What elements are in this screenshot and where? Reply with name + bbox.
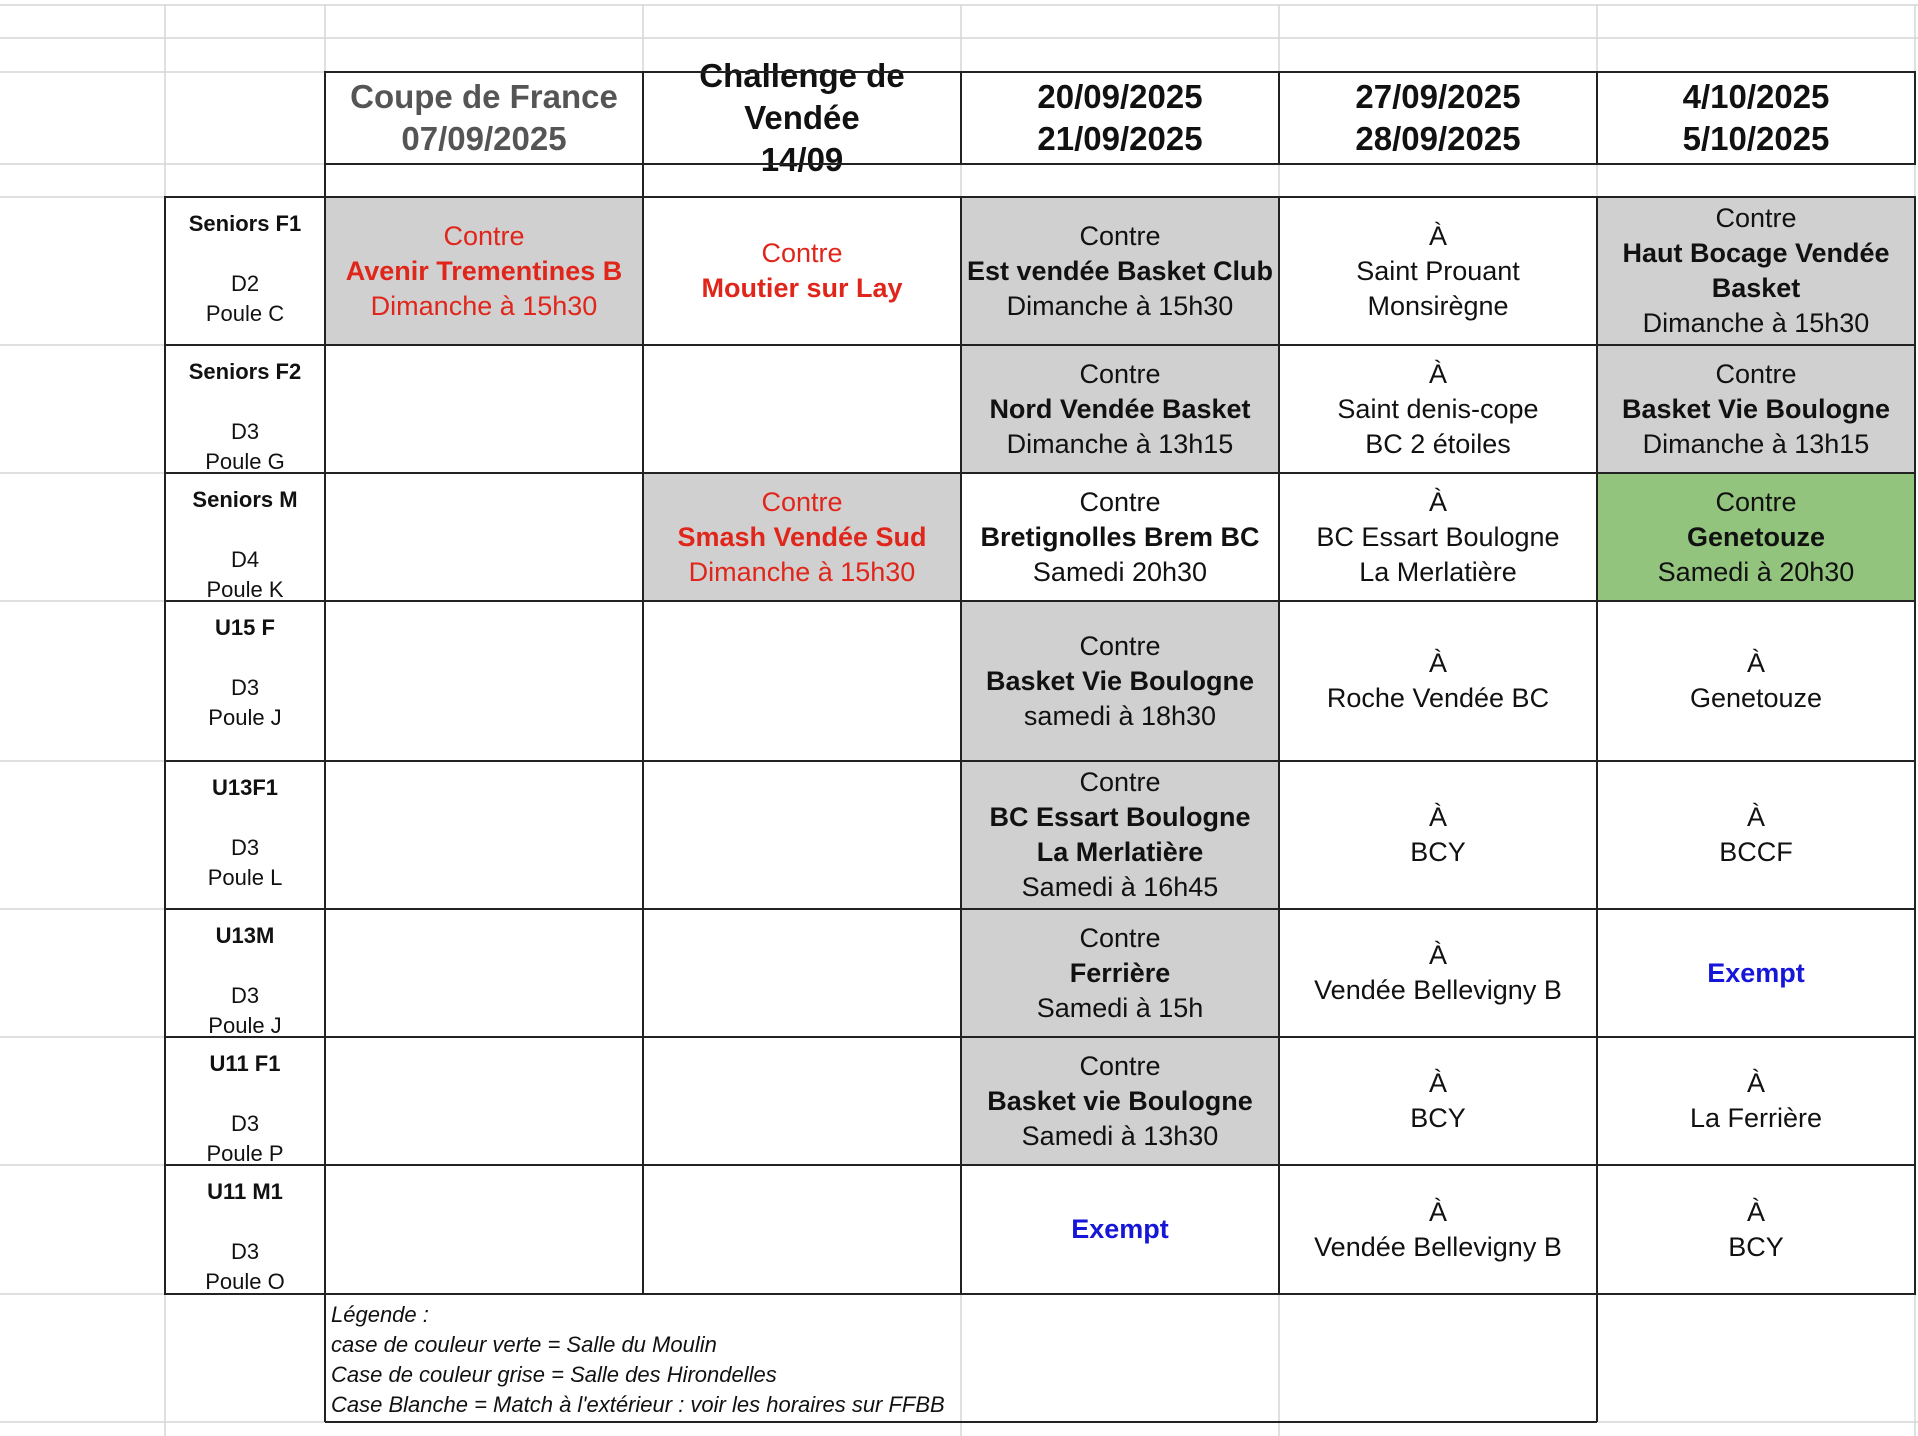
match-time: Dimanche à 15h30 <box>1642 308 1870 338</box>
header-line2: 07/09/2025 <box>401 120 567 157</box>
team-name: U13M <box>215 923 275 948</box>
match-prefix: À <box>1428 220 1447 251</box>
match-prefix: Contre <box>1079 220 1161 251</box>
match-cell <box>1597 197 1915 345</box>
match-opponent: Smash Vendée Sud <box>677 521 927 552</box>
match-prefix: Contre <box>761 238 843 268</box>
header-line2: 28/09/2025 <box>1355 120 1521 157</box>
team-division: D3 <box>230 419 260 444</box>
match-time: Samedi à 13h30 <box>1021 1120 1219 1151</box>
match-time: Samedi à 16h45 <box>1021 872 1219 902</box>
match-opponent: BC Essart Boulogne La Merlatière <box>989 802 1251 867</box>
match-time: Dimanche à 15h30 <box>1006 290 1234 321</box>
match-cell <box>1279 601 1597 761</box>
team-pool: Poule O <box>205 1269 285 1294</box>
match-location: Saint denis-cope BC 2 étoiles <box>1337 393 1539 459</box>
match-location: BCY <box>1410 837 1466 867</box>
team-pool: Poule K <box>206 577 284 602</box>
team-name: U15 F <box>215 615 275 640</box>
match-cell <box>961 1165 1279 1294</box>
match-time: samedi à 18h30 <box>1023 700 1217 731</box>
match-cell <box>961 197 1279 345</box>
match-prefix: À <box>1428 358 1447 389</box>
match-cell <box>1597 909 1915 1037</box>
match-cell <box>1279 909 1597 1037</box>
team-name: U11 F1 <box>209 1051 281 1076</box>
header-week-3 <box>1597 72 1915 164</box>
match-location: Vendée Bellevigny B <box>1314 975 1562 1005</box>
legend-green: case de couleur verte = Salle du Moulin <box>331 1332 717 1357</box>
match-cell <box>961 473 1279 601</box>
team-division: D3 <box>230 983 260 1008</box>
team-label-seniors-f2 <box>165 345 325 473</box>
match-opponent: Bretignolles Brem BC <box>980 521 1260 552</box>
match-time: Dimanche à 15h30 <box>370 290 598 321</box>
match-opponent: Basket Vie Boulogne <box>1621 393 1891 424</box>
legend-gray: Case de couleur grise = Salle des Hirondelles <box>331 1362 777 1387</box>
header-line1: Challenge de Vendée <box>699 57 905 136</box>
match-prefix: Contre <box>1079 922 1161 953</box>
match-cell <box>643 197 961 345</box>
team-label-u15-f <box>165 601 325 761</box>
team-pool: Poule G <box>205 449 285 474</box>
match-prefix: Contre <box>1079 767 1161 797</box>
match-prefix: À <box>1428 940 1447 970</box>
match-prefix: À <box>1746 1196 1765 1227</box>
header-line1: Coupe de France <box>350 78 618 115</box>
team-pool: Poule C <box>205 301 285 326</box>
match-prefix: Contre <box>761 486 843 517</box>
match-cell <box>1597 1037 1915 1165</box>
match-prefix: À <box>1428 486 1447 517</box>
match-cell <box>1597 761 1915 909</box>
match-prefix: Contre <box>1079 486 1161 517</box>
match-cell <box>961 909 1279 1037</box>
team-pool: Poule L <box>207 865 283 890</box>
match-prefix: À <box>1428 1196 1447 1227</box>
match-cell <box>643 473 961 601</box>
team-division: D3 <box>230 835 260 860</box>
match-prefix: À <box>1746 648 1765 678</box>
match-opponent: Moutier sur Lay <box>701 273 903 303</box>
match-prefix: À <box>1428 648 1447 678</box>
exempt-label: Exempt <box>1707 957 1805 988</box>
match-time: Dimanche à 13h15 <box>1006 428 1234 459</box>
header-line2: 5/10/2025 <box>1682 120 1830 157</box>
match-cell <box>961 345 1279 473</box>
team-pool: Poule J <box>208 1013 282 1038</box>
team-division: D4 <box>230 547 260 572</box>
team-name: Seniors F2 <box>188 359 302 384</box>
match-prefix: Contre <box>1715 203 1797 233</box>
team-name: U13F1 <box>211 775 279 800</box>
header-challenge-de-vendee <box>643 57 961 178</box>
match-cell <box>1597 601 1915 761</box>
match-opponent: Basket Vie Boulogne <box>985 665 1255 696</box>
team-name: Seniors F1 <box>188 211 302 236</box>
team-name: U11 M1 <box>207 1179 283 1204</box>
match-opponent: Ferrière <box>1069 957 1171 988</box>
team-division: D3 <box>230 675 260 700</box>
match-cell <box>1279 1037 1597 1165</box>
match-cell <box>961 1037 1279 1165</box>
match-opponent: Est vendée Basket Club <box>966 255 1274 286</box>
match-prefix: Contre <box>1079 1050 1161 1081</box>
header-line2: 21/09/2025 <box>1037 120 1203 157</box>
match-prefix: Contre <box>1079 630 1161 661</box>
team-name: Seniors M <box>192 487 298 512</box>
header-coupe-de-france <box>325 72 643 164</box>
team-label-u11-m1 <box>165 1165 325 1294</box>
match-cell <box>325 197 643 345</box>
header-line1: 20/09/2025 <box>1037 78 1203 115</box>
match-cell <box>1597 345 1915 473</box>
match-prefix: Contre <box>1079 358 1161 389</box>
match-location: Saint Prouant Monsirègne <box>1356 255 1520 321</box>
match-prefix: Contre <box>443 220 525 251</box>
header-line1: 27/09/2025 <box>1355 78 1521 115</box>
match-location: La Ferrière <box>1689 1103 1823 1133</box>
team-division: D3 <box>230 1111 260 1136</box>
match-opponent: Avenir Trementines B <box>345 255 623 286</box>
match-opponent: Basket vie Boulogne <box>987 1085 1253 1116</box>
match-cell <box>961 761 1279 909</box>
header-week-1 <box>961 72 1279 164</box>
match-cell <box>961 601 1279 761</box>
match-cell <box>1279 1165 1597 1294</box>
match-cell <box>1597 473 1915 601</box>
team-label-u11-f1 <box>165 1037 325 1165</box>
match-cell <box>1279 473 1597 601</box>
match-location: Vendée Bellevigny B <box>1314 1231 1562 1262</box>
match-location: BCCF <box>1719 837 1793 867</box>
match-location: Genetouze <box>1689 683 1823 713</box>
match-location: Roche Vendée BC <box>1326 683 1550 713</box>
legend-title: Légende : <box>331 1302 429 1327</box>
match-time: Dimanche à 15h30 <box>688 556 916 587</box>
match-opponent: Genetouze <box>1686 521 1826 552</box>
team-division: D2 <box>230 271 260 296</box>
header-line2: 14/09 <box>760 141 844 178</box>
match-time: Samedi 20h30 <box>1032 556 1208 587</box>
match-prefix: Contre <box>1715 486 1797 517</box>
match-opponent: Haut Bocage Vendée Basket <box>1622 238 1890 303</box>
match-location: BC Essart Boulogne La Merlatière <box>1316 521 1560 587</box>
match-time: Samedi à 20h30 <box>1657 556 1855 587</box>
match-time: Dimanche à 13h15 <box>1642 428 1870 459</box>
team-label-u13f1 <box>165 761 325 909</box>
match-time: Samedi à 15h <box>1036 992 1204 1023</box>
match-prefix: Contre <box>1715 358 1797 389</box>
match-location: BCY <box>1410 1103 1466 1133</box>
team-division: D3 <box>230 1239 260 1264</box>
match-cell <box>1597 1165 1915 1294</box>
legend <box>325 1296 1597 1422</box>
team-pool: Poule J <box>208 705 282 730</box>
match-prefix: À <box>1428 1068 1447 1098</box>
team-label-seniors-f1 <box>165 197 325 345</box>
match-prefix: À <box>1746 1068 1765 1098</box>
match-prefix: À <box>1428 802 1447 832</box>
team-label-u13m <box>165 909 325 1037</box>
team-pool: Poule P <box>206 1141 284 1166</box>
match-prefix: À <box>1746 802 1765 832</box>
match-cell <box>1279 345 1597 473</box>
legend-white: Case Blanche = Match à l'extérieur : voir les horaires sur FFBB <box>331 1392 945 1417</box>
team-label-seniors-m <box>165 473 325 601</box>
exempt-label: Exempt <box>1071 1214 1169 1244</box>
header-week-2 <box>1279 72 1597 164</box>
match-cell <box>1279 197 1597 345</box>
match-cell <box>1279 761 1597 909</box>
match-location: BCY <box>1728 1231 1784 1262</box>
header-line1: 4/10/2025 <box>1682 78 1830 115</box>
match-opponent: Nord Vendée Basket <box>989 393 1251 424</box>
